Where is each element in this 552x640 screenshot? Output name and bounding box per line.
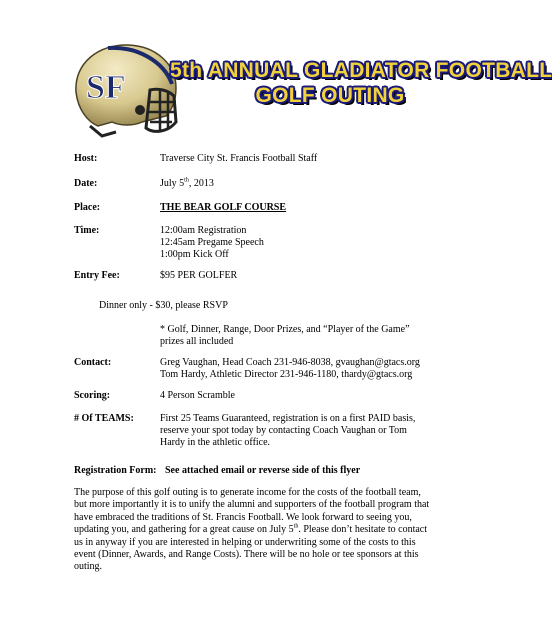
time-label: Time: <box>74 225 100 236</box>
contact-line: Greg Vaughan, Head Coach 231-946-8038, gvaughan@gtacs.org <box>160 357 420 368</box>
place-value: THE BEAR GOLF COURSE <box>160 202 287 213</box>
teams-line: First 25 Teams Guaranteed, registration is on a first PAID basis, <box>160 413 416 424</box>
time-line: 12:45am Pregame Speech <box>160 237 264 248</box>
paragraph-line: updating you, and gathering for a great cause on July 5th. Please don’t hesitate to contact <box>74 523 428 536</box>
dinner-note: Dinner only - $30, please RSVP <box>99 300 228 311</box>
paragraph-line: outing. <box>74 561 103 573</box>
paragraph-line: us in anyway if you are interested in helping or underwriting some of the costs to this <box>74 536 416 548</box>
paragraph-line: event (Dinner, Awards, and Range Costs). There will be no hole or tee sponsors at this <box>74 549 419 561</box>
host-value: Traverse City St. Francis Football Staff <box>160 153 318 164</box>
contact-label: Contact: <box>74 357 112 368</box>
time-line: 12:00am Registration <box>160 225 247 236</box>
included-line: * Golf, Dinner, Range, Door Prizes, and “Player of the Game” <box>160 324 410 335</box>
page-title <box>170 58 552 108</box>
scoring-value: 4 Person Scramble <box>160 390 235 401</box>
entry-fee-value: $95 PER GOLFER <box>160 270 238 281</box>
teams-label: # Of TEAMS: <box>74 413 134 424</box>
scoring-label: Scoring: <box>74 390 111 401</box>
time-line: 1:00pm Kick Off <box>160 249 229 260</box>
included-line: prizes all included <box>160 336 234 347</box>
registration-label: Registration Form: <box>74 465 157 476</box>
entry-fee-label: Entry Fee: <box>74 270 120 281</box>
host-label: Host: <box>74 153 98 164</box>
paragraph-line: but more importantly it is to unify the alumni and supporters of the football program that <box>74 499 430 511</box>
title-line-1: 5th ANNUAL GLADIATOR FOOTBALL <box>170 59 552 82</box>
place-label: Place: <box>74 202 101 213</box>
logo-letters: SF <box>86 69 126 106</box>
contact-line: Tom Hardy, Athletic Director 231-946-1180, thardy@gtacs.org <box>160 369 413 380</box>
teams-line: Hardy in the athletic office. <box>160 437 271 448</box>
registration-value: See attached email or reverse side of this flyer <box>165 465 361 476</box>
paragraph-line: have embraced the traditions of St. Francis Football. We look forward to seeing you, <box>74 511 412 523</box>
football-helmet-logo <box>68 40 183 140</box>
teams-line: reserve your spot today by contacting Coach Vaughan or Tom <box>160 425 407 436</box>
title-line-2: GOLF OUTING <box>255 84 405 107</box>
paragraph-line: The purpose of this golf outing is to generate income for the costs of the football team, <box>74 487 421 498</box>
purpose-paragraph <box>74 487 439 574</box>
date-label: Date: <box>74 178 98 189</box>
date-value: July 5th, 2013 <box>160 177 214 189</box>
